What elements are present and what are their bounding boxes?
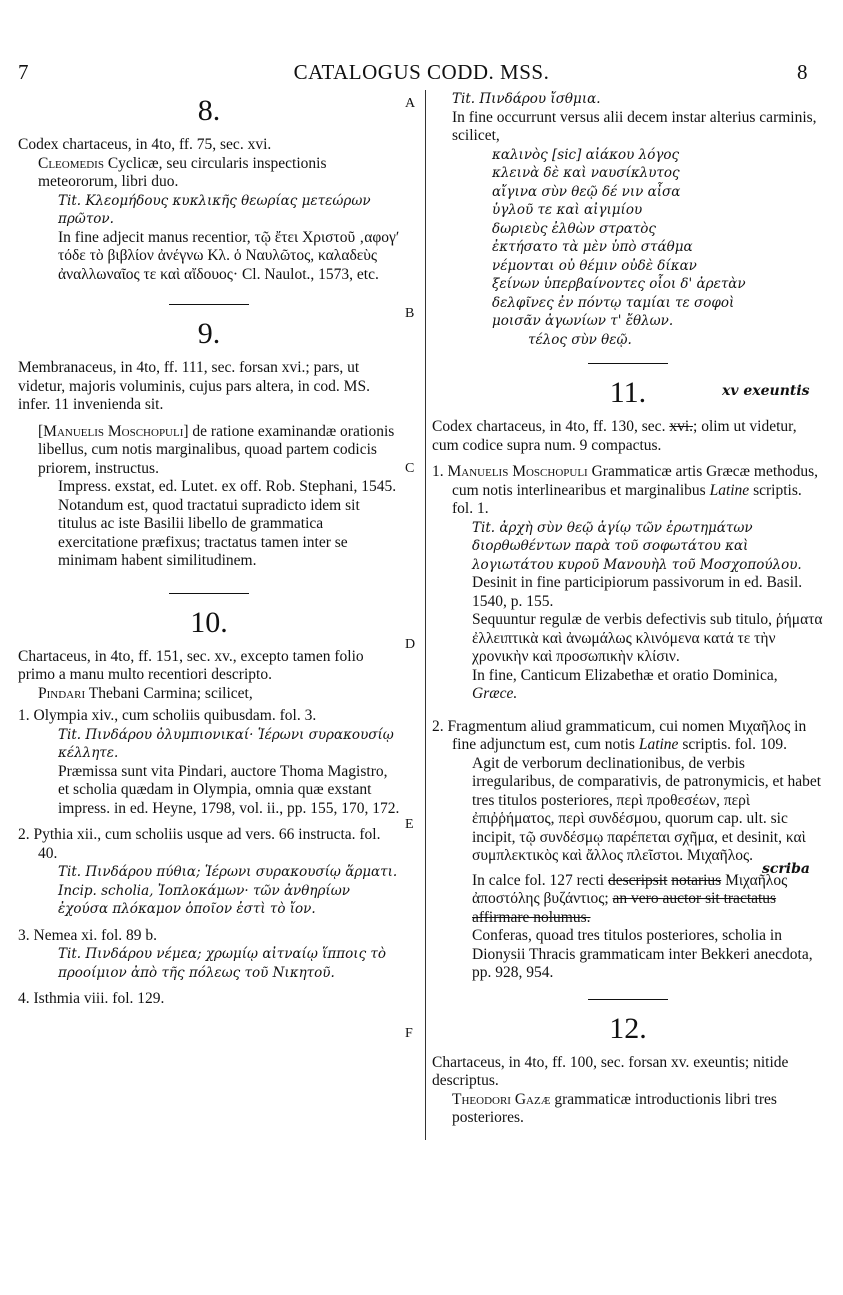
poem-verses bbox=[432, 146, 824, 350]
entry-11-item-1-note-2: Sequuntur regulæ de verbis defectivis sub titulo, ῥήματα ἐλλειπτικὰ καὶ ἀνωμάλως κλινόμενα κατά τε τὴν χρονικὴν καὶ προσωπικὴν κλίσιν. bbox=[472, 611, 823, 665]
entry-11-item-1-note-1: Desinit in fine participiorum passivorum in ed. Basil. 1540, p. 155. bbox=[472, 574, 803, 610]
handwritten-annotation: xv exeuntis bbox=[722, 383, 810, 399]
margin-letter-b: B bbox=[405, 306, 415, 321]
section-rule bbox=[588, 363, 668, 364]
entry-10-item-1: 1. Olympia xiv., cum scholiis quibusdam. fol. 3. bbox=[18, 707, 317, 724]
entry-number-8: 8. bbox=[197, 94, 221, 127]
entry-11-item-2-note-2: In calce fol. 127 recti descripsit notarius Μιχαῆλος ἀποστόλης βυζάντιος; an vero auctor sit tractatus affirmare nolumus. bbox=[472, 871, 788, 926]
section-rule bbox=[169, 304, 249, 305]
struck-text: descripsit bbox=[608, 871, 668, 889]
entry-8-description: Codex chartaceus, in 4to, ff. 75, sec. xvi. bbox=[18, 136, 272, 153]
entry-number-9: 9. bbox=[197, 317, 221, 350]
entry-number-11: 11. bbox=[609, 376, 647, 409]
entry-number-10: 10. bbox=[190, 605, 228, 639]
entry-9-description: Membranaceus, in 4to, ff. 111, sec. forsan xvi.; pars, ut videtur, majoris voluminis, cujus pars altera, in cod. MS. infer. 11 invenienda sit. bbox=[18, 359, 370, 413]
entry-10-item-4: 4. Isthmia viii. fol. 129. bbox=[18, 990, 165, 1007]
poem-line: δελφῖνες ἐν πόντῳ ταμίαι τε σοφοὶ bbox=[492, 294, 735, 311]
poem-line: δωριεὺς ἐλθὼν στρατὸς bbox=[492, 220, 656, 237]
entry-9-note: Notandum est, quod tractatui supradicto idem sit titulus ac iste Basilii libello de grammatica exercitatione præfixus; tractatus tamen inter se minimam habent similitudinem. bbox=[58, 496, 360, 569]
struck-text: notarius bbox=[671, 871, 722, 889]
author-name: [Manuelis Moschopuli] bbox=[38, 422, 189, 440]
handwritten-annotation: scriba bbox=[762, 860, 810, 877]
author-name: Manuelis Moschopuli bbox=[447, 463, 588, 480]
entry-11-heading bbox=[432, 376, 824, 410]
section-rule bbox=[588, 999, 668, 1000]
margin-letter-e: E bbox=[405, 817, 414, 832]
entry-10-item-2-note: Incip. scholia, Ἰοπλοκάμων· τῶν ἀνθηρίων ἐχούσα πλόκαμον ὁποῖον ἐστὶ τὸ ἴον. bbox=[58, 882, 350, 917]
entry-10-item-2: 2. Pythia xii., cum scholiis usque ad vers. 66 instructa. fol. 40. bbox=[18, 826, 381, 862]
poem-line: νέμονται οὐ θέμιν οὐδὲ δίκαν bbox=[492, 257, 697, 274]
author-name: Cleomedis bbox=[38, 154, 104, 172]
entry-10-item-3: 3. Nemea xi. fol. 89 b. bbox=[18, 926, 158, 944]
page-number-right: 8 bbox=[797, 60, 808, 84]
entry-11-item-1: 1. Manuelis Moschopuli Grammaticæ artis Græcæ methodus, cum notis interlinearibus et marginalibus Latine scriptis. fol. 1. bbox=[432, 463, 819, 517]
entry-11-item-2-note-3: Conferas, quoad tres titulos posteriores, scholia in Dionysii Thracis grammaticam inter Bekkeri anecdota, pp. 928, 954. bbox=[472, 927, 813, 981]
continuation-note: In fine occurrunt versus alii decem instar alterius carminis, scilicet, bbox=[452, 108, 817, 144]
entry-9-work bbox=[18, 423, 400, 479]
entry-number-12: 12. bbox=[609, 1011, 647, 1045]
entry-11-item-2-note-1: Agit de verborum declinationibus, de verbis irregularibus, de comparativis, de patronymicis, et habet tres titulos posteriores, περὶ προθεσέων, περὶ ἐπιῤῥήματος, περὶ συνδέσμου, quorum cap. ult. sic incipit, τῷ συνδέσμῳ παρέπεται σχῆμα, et desinit, καὶ συμπλεκτικὸς καὶ ἄλλος πλεῖστοι. Μιχαῆλος. bbox=[472, 754, 822, 864]
poem-line: κλεινὰ δὲ καὶ ναυσίκλυτος bbox=[492, 165, 680, 181]
entry-10-work bbox=[18, 685, 400, 704]
left-column bbox=[18, 90, 400, 1009]
entry-10-description: Chartaceus, in 4to, ff. 151, sec. xv., excepto tamen folio primo a manu multo recentiori descripto. bbox=[18, 647, 364, 683]
margin-letter-c: C bbox=[405, 461, 415, 476]
struck-text: an vero auctor sit tractatus affirmare nolumus. bbox=[472, 890, 777, 926]
entry-8-note: In fine adjecit manus recentior, τῷ ἔτει Χριστοῦ ‚αφογʹ τόδε τὸ βιβλίον ἀνέγνω Κλ. ὁ Ναυλῶτος, καλαδεὺς ἀναλλωναῖος τε καὶ αἴδουος· Cl. Naulot., 1573, etc. bbox=[58, 228, 400, 283]
margin-letter-f: F bbox=[405, 1026, 413, 1041]
entry-11-item-1-title: Tit. ἀρχὴ σὺν θεῷ ἁγίῳ τῶν ἐρωτημάτων διορθωθέντων παρὰ τοῦ σοφωτάτου καὶ λογιωτάτου κυροῦ Μανουὴλ τοῦ Μοσχοπούλου. bbox=[472, 519, 802, 573]
entry-9-impress: Impress. exstat, ed. Lutet. ex off. Rob. Stephani, 1545. bbox=[58, 478, 397, 495]
entry-11-item-2: 2. Fragmentum aliud grammaticum, cui nomen Μιχαῆλος in fine adjunctum est, cum notis Latine scriptis. fol. 109. bbox=[432, 717, 807, 753]
section-rule bbox=[169, 593, 249, 594]
margin-letter-d: D bbox=[405, 637, 416, 652]
entry-10-item-2-title: Tit. Πινδάρου πύθια; Ἱέρωνι συρακουσίῳ ἅρματι. bbox=[58, 864, 398, 880]
margin-letter-a: A bbox=[405, 96, 416, 111]
poem-line: ξείνων ὑπερβαίνοντες οἷοι δ' ἀρετὰν bbox=[492, 276, 746, 292]
entry-10-item-1-note: Præmissa sunt vita Pindari, auctore Thoma Magistro, et scholia quædam in Olympia, omnia quæ exstant impress. in ed. Heyne, 1798, vol. ii., pp. 155, 170, 172. bbox=[58, 762, 400, 817]
entry-11-item-1-note-3: In fine, Canticum Elizabethæ et oratio Dominica, Græce. bbox=[472, 666, 778, 702]
running-title: CATALOGUS CODD. MSS. bbox=[293, 60, 550, 84]
poem-line: ὑγλοῦ τε καὶ αἰγιμίου bbox=[492, 202, 643, 218]
entry-10-item-1-title: Tit. Πινδάρου ὀλυμπιονικαί· Ἱέρωνι συρακουσίῳ κέλλητε. bbox=[58, 726, 394, 761]
right-column bbox=[432, 90, 824, 1128]
entry-8-work bbox=[18, 155, 400, 192]
entry-12-description: Chartaceus, in 4to, ff. 100, sec. forsan xv. exeuntis; nitide descriptus. bbox=[432, 1053, 789, 1089]
poem-line: μοισᾶν ἀγωνίων τ' ἔθλων. bbox=[492, 313, 674, 329]
entry-12-work: Theodori Gazæ grammaticæ introductionis libri tres posteriores. bbox=[452, 1090, 777, 1126]
author-name: Theodori Gazæ bbox=[452, 1090, 551, 1108]
poem-line: καλινὸς [sic] αἰάκου λόγος bbox=[492, 146, 680, 163]
page-number-left: 7 bbox=[18, 60, 29, 84]
column-divider bbox=[425, 90, 426, 1140]
work-title: Cyclicæ, seu circularis inspectionis meteororum, libri duo. bbox=[38, 154, 327, 190]
poem-line: αἴγινα σὺν θεῷ δέ νιν αἶσα bbox=[492, 183, 681, 200]
entry-10-item-3-title: Tit. Πινδάρου νέμεα; χρωμίῳ αἰτναίῳ ἵπποις τὸ προοίμιον ἀπὸ τῆς πόλεως τοῦ Νικητοῦ. bbox=[58, 946, 387, 981]
author-name: Pindari bbox=[38, 684, 86, 702]
poem-line: ἐκτήσατο τὰ μὲν ὑπὸ στάθμα bbox=[492, 239, 693, 255]
entry-11-description: Codex chartaceus, in 4to, ff. 130, sec. xvi.; olim ut videtur, cum codice supra num. 9 compactus. bbox=[432, 418, 797, 454]
work-title: de ratione examinandæ orationis libellus, cum notis marginalibus, quoad partem codicis priorem, instructus. bbox=[38, 422, 395, 477]
poem-end: τέλος σὺν θεῷ. bbox=[528, 331, 632, 348]
struck-text: xvi. bbox=[669, 418, 694, 435]
continuation-title: Tit. Πινδάρου ἴσθμια. bbox=[452, 91, 601, 107]
entry-8-title: Tit. Κλεομήδους κυκλικῆς θεωρίας μετεώρων πρῶτον. bbox=[58, 192, 371, 227]
work-title: Thebani Carmina; scilicet, bbox=[85, 684, 253, 702]
